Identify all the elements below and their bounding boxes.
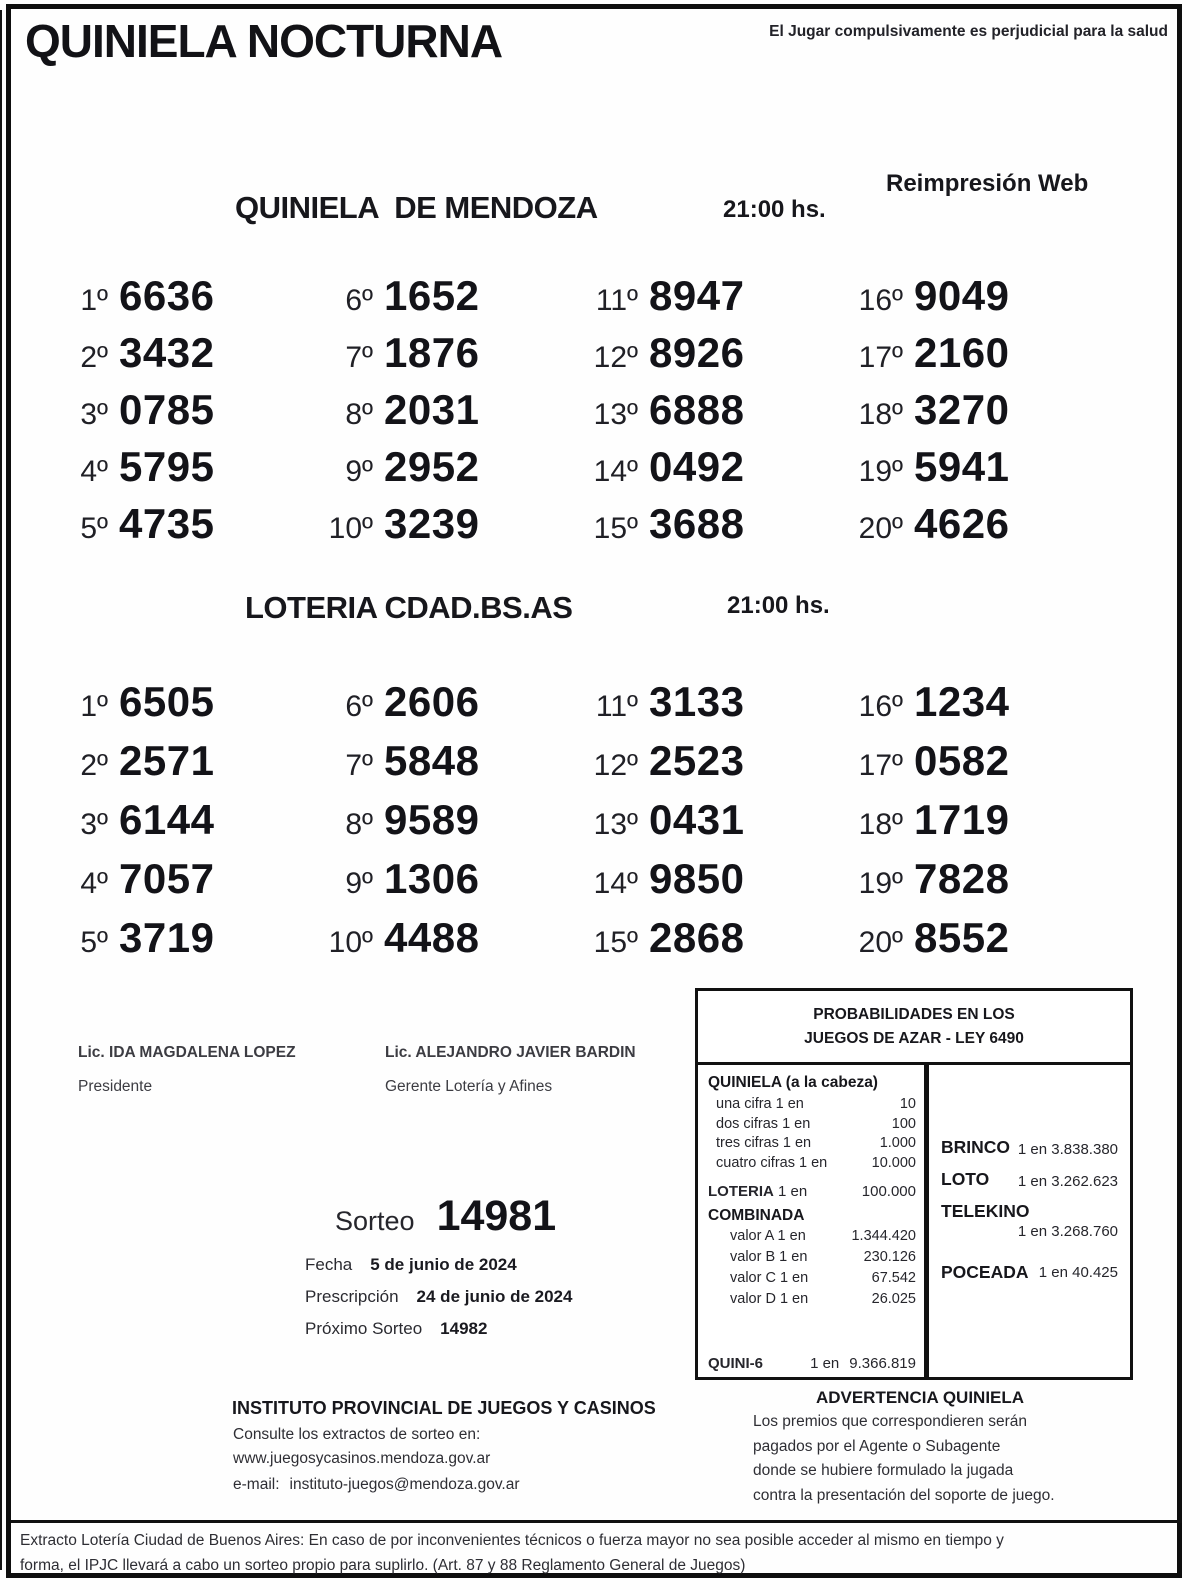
combinada-row-c	[708, 1268, 916, 1288]
fecha-row	[305, 1255, 517, 1275]
result-position: 11º	[595, 284, 638, 317]
result-19º	[833, 443, 1098, 500]
section-mendoza-time: 21:00 hs.	[723, 196, 826, 223]
result-number: 0582	[914, 737, 1010, 784]
loteria-odds-mid: 1 en	[778, 1183, 808, 1200]
odds-label: valor A 1 en	[730, 1228, 806, 1244]
result-position: 7º	[345, 341, 373, 374]
result-number: 1876	[384, 329, 480, 376]
result-number: 1652	[384, 272, 480, 319]
odds-label: una cifra 1 en	[716, 1096, 804, 1112]
result-9º	[303, 855, 568, 914]
result-4º	[38, 443, 303, 500]
result-position: 18º	[858, 808, 903, 841]
game-name: BRINCO	[941, 1137, 1011, 1157]
sorteo-number: 14981	[436, 1192, 557, 1240]
result-6º	[303, 678, 568, 737]
odds-value: 230.126	[863, 1249, 916, 1265]
prescripcion-value: 24 de junio de 2024	[416, 1287, 573, 1306]
result-position: 12º	[593, 341, 638, 374]
result-12º	[568, 329, 833, 386]
result-number: 3432	[119, 329, 215, 376]
reprint-label: Reimpresión Web	[886, 170, 1089, 197]
advertencia-title: ADVERTENCIA QUINIELA	[815, 1388, 1025, 1407]
footer-divider	[11, 1520, 1182, 1523]
result-position: 8º	[345, 808, 373, 841]
instituto-email-label: e-mail:	[233, 1476, 280, 1493]
result-position: 1º	[80, 690, 108, 723]
advertencia-line-4: contra la presentación del soporte de juego.	[753, 1486, 1055, 1504]
result-position: 19º	[858, 867, 903, 900]
advertencia-text	[753, 1410, 1153, 1508]
footer-disclaimer-line2: forma, el IPJC llevará a cabo un sorteo propio para suplirlo. (Art. 87 y 88 Reglamento General de Juegos)	[20, 1557, 746, 1574]
result-position: 2º	[80, 749, 108, 782]
fecha-value: 5 de junio de 2024	[370, 1255, 517, 1274]
result-position: 18º	[858, 398, 903, 431]
game-name: LOTO	[941, 1169, 990, 1189]
game-poceada	[941, 1262, 1118, 1283]
result-position: 10º	[328, 926, 373, 959]
result-9º	[303, 443, 568, 500]
result-position: 5º	[80, 512, 108, 545]
result-number: 0431	[649, 796, 745, 843]
result-number: 1719	[914, 796, 1010, 843]
quini6-mid: 1 en	[810, 1355, 840, 1372]
odds-value: 10	[899, 1096, 916, 1112]
result-number: 0785	[119, 386, 215, 433]
result-position: 12º	[593, 749, 638, 782]
result-number: 3688	[649, 500, 745, 547]
result-number: 3270	[914, 386, 1010, 433]
result-17º	[833, 737, 1098, 796]
odds-row-una-cifra	[708, 1095, 916, 1115]
quiniela-odds-header: QUINIELA (a la cabeza)	[708, 1074, 878, 1091]
result-position: 15º	[593, 926, 638, 959]
result-number: 0492	[649, 443, 745, 490]
page-title: QUINIELA NOCTURNA	[25, 15, 503, 67]
result-8º	[303, 386, 568, 443]
result-number: 7057	[119, 855, 215, 902]
result-position: 13º	[593, 808, 638, 841]
game-name: TELEKINO	[941, 1201, 1030, 1221]
sorteo-row	[335, 1192, 556, 1241]
prescripcion-row	[305, 1287, 572, 1307]
game-name: POCEADA	[941, 1262, 1029, 1282]
result-number: 1234	[914, 678, 1010, 725]
result-number: 5941	[914, 443, 1010, 490]
results-grid-mendoza	[38, 272, 1098, 557]
result-number: 1306	[384, 855, 480, 902]
signature-role-president: Presidente	[78, 1078, 153, 1095]
probabilities-right-column	[927, 1065, 1130, 1380]
result-20º	[833, 500, 1098, 557]
result-number: 2606	[384, 678, 480, 725]
result-number: 6505	[119, 678, 215, 725]
result-number: 7828	[914, 855, 1010, 902]
result-2º	[38, 329, 303, 386]
result-7º	[303, 329, 568, 386]
result-1º	[38, 272, 303, 329]
result-number: 8947	[649, 272, 745, 319]
signature-role-manager: Gerente Lotería y Afines	[385, 1078, 553, 1095]
result-number: 9589	[384, 796, 480, 843]
quini6-value: 9.366.819	[849, 1355, 916, 1372]
result-position: 17º	[858, 341, 903, 374]
probabilities-left-column	[698, 1065, 927, 1380]
result-20º	[833, 914, 1098, 973]
instituto-name: INSTITUTO PROVINCIAL DE JUEGOS Y CASINOS	[232, 1398, 656, 1418]
game-odds: 1 en 3.268.760	[1017, 1223, 1118, 1240]
result-number: 9049	[914, 272, 1010, 319]
advertencia-line-1: Los premios que correspondieren serán	[753, 1413, 1027, 1430]
odds-label: valor D 1 en	[730, 1291, 809, 1307]
result-position: 8º	[345, 398, 373, 431]
result-number: 5848	[384, 737, 480, 784]
result-number: 2868	[649, 914, 745, 961]
result-position: 14º	[593, 867, 638, 900]
result-19º	[833, 855, 1098, 914]
result-13º	[568, 386, 833, 443]
advertencia-line-2: pagados por el Agente o Subagente	[753, 1437, 1001, 1455]
result-16º	[833, 272, 1098, 329]
result-position: 6º	[345, 690, 373, 723]
result-position: 1º	[80, 284, 108, 317]
odds-label: valor B 1 en	[730, 1249, 808, 1265]
health-warning: El Jugar compulsivamente es perjudicial para la salud	[769, 23, 1168, 40]
result-number: 8552	[914, 914, 1010, 961]
result-position: 11º	[595, 690, 638, 723]
result-position: 6º	[345, 284, 373, 317]
result-number: 4735	[119, 500, 215, 547]
probabilities-columns	[698, 1065, 1130, 1380]
game-odds: 1 en 40.425	[1038, 1264, 1118, 1281]
result-17º	[833, 329, 1098, 386]
result-2º	[38, 737, 303, 796]
result-position: 3º	[80, 398, 108, 431]
section-mendoza-title: QUINIELA DE MENDOZA	[235, 190, 598, 225]
result-number: 2160	[914, 329, 1010, 376]
result-7º	[303, 737, 568, 796]
game-telekino	[941, 1201, 1118, 1240]
result-position: 2º	[80, 341, 108, 374]
result-number: 9850	[649, 855, 745, 902]
result-14º	[568, 855, 833, 914]
combinada-row-b	[708, 1247, 916, 1267]
result-position: 19º	[858, 455, 903, 488]
odds-value: 1.000	[879, 1135, 916, 1151]
instituto-email: instituto-juegos@mendoza.gov.ar	[289, 1476, 520, 1493]
fecha-label: Fecha	[305, 1255, 353, 1274]
result-position: 14º	[593, 455, 638, 488]
result-10º	[303, 500, 568, 557]
odds-label: cuatro cifras 1 en	[716, 1154, 828, 1171]
result-13º	[568, 796, 833, 855]
result-number: 3239	[384, 500, 480, 547]
result-number: 4626	[914, 500, 1010, 547]
result-18º	[833, 386, 1098, 443]
result-12º	[568, 737, 833, 796]
signature-name-manager: Lic. ALEJANDRO JAVIER BARDIN	[385, 1044, 636, 1061]
result-3º	[38, 796, 303, 855]
quini6-label: QUINI-6	[708, 1355, 764, 1372]
result-6º	[303, 272, 568, 329]
sorteo-label: Sorteo	[335, 1206, 415, 1236]
game-loto	[941, 1169, 1118, 1190]
proximo-sorteo-label: Próximo Sorteo	[305, 1319, 423, 1338]
probabilities-box	[695, 988, 1133, 1380]
left-edge-line	[0, 10, 2, 1570]
result-position: 4º	[80, 867, 108, 900]
combinada-row-d	[708, 1289, 916, 1309]
probabilities-title-line2: JUEGOS DE AZAR - LEY 6490	[804, 1029, 1024, 1047]
result-position: 16º	[858, 690, 903, 723]
instituto-consulte: Consulte los extractos de sorteo en:	[233, 1426, 481, 1443]
signature-name-president: Lic. IDA MAGDALENA LOPEZ	[78, 1044, 296, 1061]
odds-value: 67.542	[871, 1270, 916, 1286]
result-position: 17º	[858, 749, 903, 782]
result-11º	[568, 272, 833, 329]
result-number: 4488	[384, 914, 480, 961]
game-odds: 1 en 3.838.380	[1017, 1141, 1118, 1158]
result-position: 5º	[80, 926, 108, 959]
advertencia-line-3: donde se hubiere formulado la jugada	[753, 1462, 1014, 1479]
result-number: 6636	[119, 272, 215, 319]
odds-value: 100	[891, 1115, 916, 1132]
result-8º	[303, 796, 568, 855]
combinada-row-a	[708, 1226, 916, 1246]
result-3º	[38, 386, 303, 443]
quini6-row	[708, 1355, 916, 1374]
odds-value: 1.344.420	[851, 1228, 916, 1244]
result-number: 6888	[649, 386, 745, 433]
result-16º	[833, 678, 1098, 737]
result-1º	[38, 678, 303, 737]
result-number: 2031	[384, 386, 480, 433]
section-bsas-title: LOTERIA CDAD.BS.AS	[245, 590, 573, 625]
result-number: 5795	[119, 443, 215, 490]
result-number: 8926	[649, 329, 745, 376]
result-4º	[38, 855, 303, 914]
instituto-website: www.juegosycasinos.mendoza.gov.ar	[233, 1450, 491, 1467]
proximo-sorteo-value: 14982	[440, 1319, 488, 1338]
result-number: 3719	[119, 914, 215, 961]
odds-value: 26.025	[871, 1291, 916, 1307]
result-number: 2952	[384, 443, 480, 490]
prescripcion-label: Prescripción	[305, 1287, 399, 1306]
result-position: 15º	[593, 512, 638, 545]
odds-row-dos-cifras	[708, 1115, 916, 1135]
result-11º	[568, 678, 833, 737]
odds-row-cuatro-cifras	[708, 1154, 916, 1174]
result-position: 9º	[345, 867, 373, 900]
result-position: 20º	[858, 512, 903, 545]
result-10º	[303, 914, 568, 973]
result-position: 3º	[80, 808, 108, 841]
result-14º	[568, 443, 833, 500]
result-18º	[833, 796, 1098, 855]
combinada-header: COMBINADA	[708, 1207, 805, 1224]
result-5º	[38, 914, 303, 973]
instituto-email-row	[233, 1476, 520, 1494]
result-position: 20º	[858, 926, 903, 959]
results-grid-bsas	[38, 678, 1098, 973]
probabilities-title	[698, 991, 1130, 1065]
section-bsas-time: 21:00 hs.	[727, 592, 830, 619]
footer-disclaimer-line1: Extracto Lotería Ciudad de Buenos Aires: En caso de por inconvenientes técnicos o fuerza mayor no sea posible acceder al mismo en tiempo y	[20, 1532, 1004, 1549]
result-number: 2523	[649, 737, 745, 784]
loteria-odds-label: LOTERIA	[708, 1183, 774, 1200]
result-position: 4º	[80, 455, 108, 488]
proximo-sorteo-row	[305, 1319, 487, 1339]
game-odds: 1 en 3.262.623	[1017, 1173, 1118, 1190]
result-number: 2571	[119, 737, 215, 784]
odds-label: valor C 1 en	[730, 1270, 809, 1286]
odds-label: dos cifras 1 en	[716, 1115, 811, 1132]
odds-label: tres cifras 1 en	[716, 1135, 812, 1151]
odds-row-tres-cifras	[708, 1134, 916, 1154]
result-position: 9º	[345, 455, 373, 488]
result-position: 7º	[345, 749, 373, 782]
odds-value: 10.000	[871, 1154, 916, 1171]
probabilities-title-line1: PROBABILIDADES EN LOS	[813, 1005, 1015, 1023]
result-position: 16º	[858, 284, 903, 317]
result-5º	[38, 500, 303, 557]
result-position: 10º	[328, 512, 373, 545]
game-brinco	[941, 1137, 1118, 1158]
loteria-odds-value: 100.000	[861, 1183, 916, 1200]
result-number: 3133	[649, 678, 745, 725]
result-15º	[568, 500, 833, 557]
result-15º	[568, 914, 833, 973]
result-number: 6144	[119, 796, 215, 843]
loteria-odds-row	[708, 1183, 916, 1200]
result-position: 13º	[593, 398, 638, 431]
